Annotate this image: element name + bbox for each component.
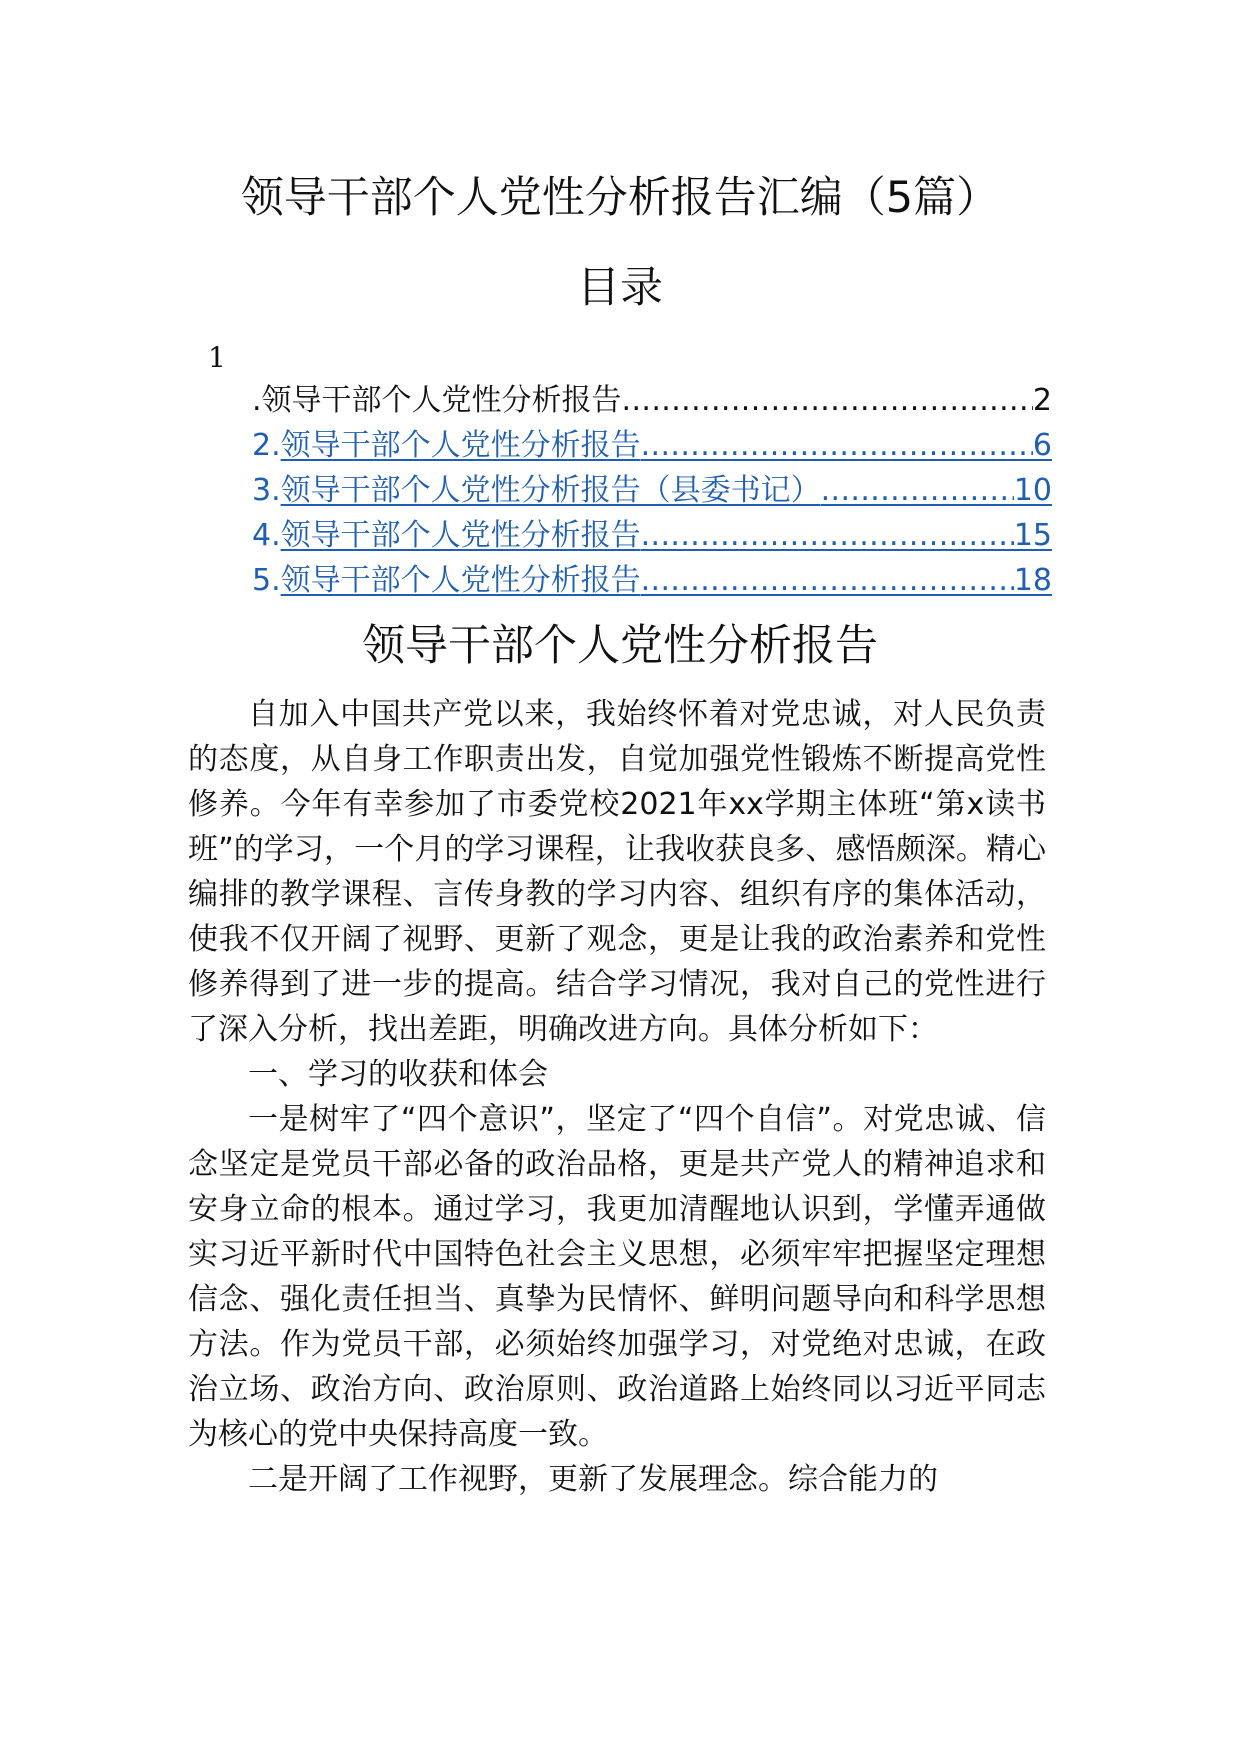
section-heading: 一、学习的收获和体会	[248, 1057, 548, 1092]
toc-entry-number: 2.	[252, 428, 281, 463]
toc-dot-leader	[641, 423, 1033, 468]
toc-entry-page[interactable]: 6	[1032, 428, 1052, 463]
toc-entry-page: 2	[1032, 383, 1052, 418]
document-title: 领导干部个人党性分析报告汇编（5篇）	[240, 173, 1000, 223]
toc-dot-leader	[821, 468, 1014, 513]
toc-dot-leader	[622, 378, 1033, 423]
toc-entry-text: .领导干部个人党性分析报告	[252, 383, 622, 418]
article-paragraph: 二是开阔了工作视野，更新了发展理念。综合能力的	[248, 1462, 938, 1497]
toc-entry-page[interactable]: 15	[1013, 518, 1052, 553]
toc-entry-number: 3.	[252, 473, 281, 508]
toc-entry-link-text[interactable]: 领导干部个人党性分析报告	[280, 518, 641, 553]
toc-entry-number: 4.	[252, 518, 281, 553]
toc-heading: 目录	[577, 263, 663, 313]
toc-entry-2[interactable]	[252, 423, 1052, 468]
toc-entry-3[interactable]	[252, 468, 1052, 513]
toc-entry-4[interactable]	[252, 513, 1052, 558]
article-paragraph: 自加入中国共产党以来，我始终怀着对党忠诚，对人民负责的态度，从自身工作职责出发，自觉加强党性锻炼不断提高党性修养。今年有幸参加了市委党校2021年xx学期主体班“第x读书班”的学习，一个月的学习课程，让我收获良多、感悟颇深。精心编排的教学课程、言传身教的学习内容、组织有序的集体活动，使我不仅开阔了视野、更新了观念，更是让我的政治素养和党性修养得到了进一步的提高。结合学习情况，我对自己的党性进行了深入分析，找出差距，明确改进方向。具体分析如下：	[188, 697, 1046, 1047]
toc-entry-5[interactable]	[252, 558, 1052, 603]
table-of-contents	[252, 378, 1052, 603]
toc-entry-link-text[interactable]: 领导干部个人党性分析报告	[280, 428, 641, 463]
stray-number: 1	[208, 341, 226, 374]
toc-dot-leader	[641, 513, 1014, 558]
toc-entry-link-text[interactable]: 领导干部个人党性分析报告（县委书记）	[280, 473, 821, 508]
article-title: 领导干部个人党性分析报告	[362, 621, 878, 671]
toc-dot-leader	[641, 558, 1014, 603]
article-body	[188, 692, 1046, 1502]
toc-entry-link-text[interactable]: 领导干部个人党性分析报告	[280, 563, 641, 598]
toc-entry-number: 5.	[252, 563, 281, 598]
toc-entry-page[interactable]: 18	[1013, 563, 1052, 598]
toc-entry-1[interactable]	[252, 378, 1052, 423]
article-paragraph: 一是树牢了“四个意识”，坚定了“四个自信”。对党忠诚、信念坚定是党员干部必备的政治品格，更是共产党人的精神追求和安身立命的根本。通过学习，我更加清醒地认识到，学懂弄通做实习近平新时代中国特色社会主义思想，必须牢牢把握坚定理想信念、强化责任担当、真挚为民情怀、鲜明问题导向和科学思想方法。作为党员干部，必须始终加强学习，对党绝对忠诚，在政治立场、政治方向、政治原则、政治道路上始终同以习近平同志为核心的党中央保持高度一致。	[188, 1102, 1046, 1452]
toc-entry-page[interactable]: 10	[1013, 473, 1052, 508]
